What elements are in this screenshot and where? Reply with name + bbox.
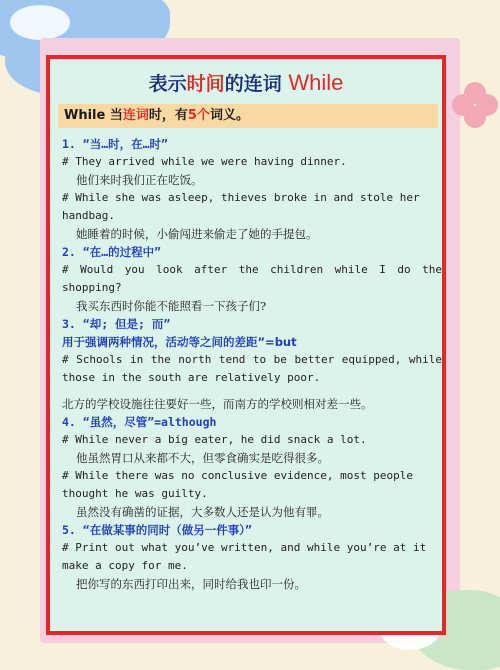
example-en: # While never a big eater, he did snack a lot. [62, 433, 367, 446]
section-heading-5: 5. “在做某事的同时（做另一件事）” [62, 523, 252, 537]
definitions-list [62, 135, 449, 593]
title-word: While [288, 70, 344, 95]
example-zh: 我买东西时你能不能照看一下孩子们? [76, 299, 267, 313]
example-en: # Would you look after the children while I do the shopping? [62, 263, 449, 294]
subtitle-text-4: 5个 [187, 108, 210, 123]
example-zh: 虽然没有确凿的证据，大多数人还是认为他有罪。 [76, 505, 329, 519]
example-zh: 她睡着的时候，小偷闯进来偷走了她的手提包。 [76, 227, 318, 241]
example-zh: 他虽然胃口从来都不大，但零食确实是吃得很多。 [76, 451, 329, 465]
example-zh: 把你写的东西打印出来，同时给我也印一份。 [76, 577, 306, 591]
page-title [50, 69, 442, 96]
decor-cloud-highlight [10, 5, 70, 40]
subtitle-bar [58, 104, 438, 128]
section-heading-4: 4. “虽然，尽管”=although [62, 415, 217, 429]
example-en: # Schools in the north tend to be better equipped, while those in the south are relatively poor. [62, 353, 449, 384]
example-zh: 北方的学校设施往往要好一些，而南方的学校则相对差一些。 [62, 397, 373, 411]
example-zh: 他们来时我们正在吃饭。 [76, 173, 203, 187]
content-card [46, 55, 449, 635]
section-heading-3: 3. “却; 但是; 而” [62, 317, 171, 331]
section-heading-2: 2. “在…的过程中” [62, 245, 162, 259]
subtitle-text-2: 连词 [122, 108, 149, 123]
example-en: # While she was asleep, thieves broke in and stole her handbag. [62, 191, 427, 222]
subtitle-text-3: 时，有 [148, 108, 188, 123]
example-en: # They arrived while we were having dinner. [62, 155, 347, 168]
title-text-2: 时间 [186, 73, 225, 95]
decor-flower-icon [452, 82, 498, 128]
subtitle-text-5: 词义。 [209, 108, 249, 123]
title-text-3: 的连词 [224, 73, 282, 95]
example-en: # While there was no conclusive evidence, most people thought he was guilty. [62, 469, 420, 500]
example-en: # Print out what you’ve written, and while you’re at it make a copy for me. [62, 541, 433, 572]
title-text-1: 表示 [148, 73, 187, 95]
subtitle-text-1: While 当 [64, 108, 123, 123]
section-subheading-3: 用于强调两种情况，活动等之间的差距”=but [62, 335, 297, 349]
section-heading-1: 1. “当…时，在…时” [62, 137, 168, 151]
